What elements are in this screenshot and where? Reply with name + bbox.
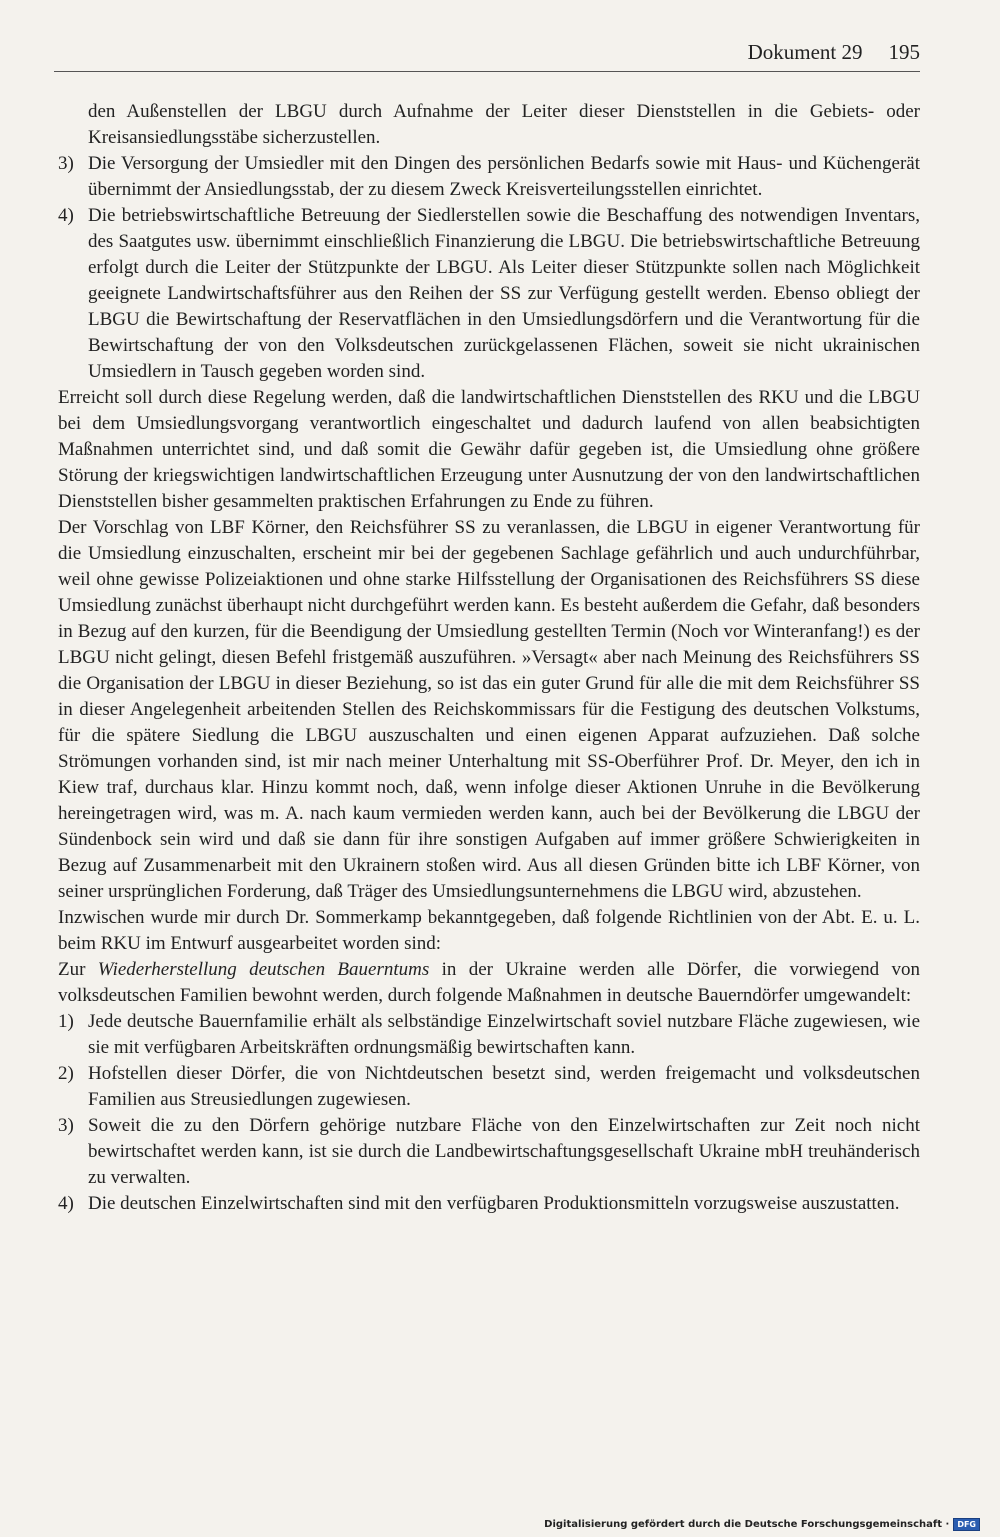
- header-title: Dokument 29: [747, 40, 863, 64]
- paragraph: Inzwischen wurde mir durch Dr. Sommerkamp bekanntgegeben, daß folgende Richtlinien von der Abt. E. u. L. beim RKU im Entwurf ausgearbeitet worden sind:: [58, 907, 920, 954]
- list-number: 3): [58, 153, 74, 174]
- list-item: [58, 1191, 920, 1217]
- list-item: [58, 1009, 920, 1061]
- paragraph-text: Zur: [58, 959, 98, 980]
- list-text: Jede deutsche Bauernfamilie erhält als selbständige Einzelwirtschaft soviel nutzbare Fläche zugewiesen, wie sie mit verfügbaren Arbeitskräften ordnungsmäßig bewirtschaften kann.: [88, 1011, 920, 1058]
- list-number: 1): [58, 1011, 74, 1032]
- emphasis-text: Wiederherstellung deutschen Bauerntums: [97, 959, 430, 980]
- list-text: Hofstellen dieser Dörfer, die von Nichtdeutschen besetzt sind, werden freigemacht und volksdeutschen Familien aus Streusiedlungen zugewiesen.: [88, 1063, 920, 1110]
- page-number: 195: [888, 40, 920, 64]
- continued-paragraph: den Außenstellen der LBGU durch Aufnahme der Leiter dieser Dienststellen in die Gebiets- oder Kreisansiedlungsstäbe sicherzustellen.: [88, 101, 920, 148]
- paragraph: [58, 957, 920, 1009]
- list-item: [58, 151, 920, 203]
- list-item: [58, 203, 920, 385]
- list-number: 4): [58, 205, 74, 226]
- list-number: 4): [58, 1193, 74, 1214]
- list-number: 2): [58, 1063, 74, 1084]
- paragraph: Erreicht soll durch diese Regelung werden, daß die landwirtschaftlichen Dienststellen des RKU und die LBGU bei dem Umsiedlungsvorgang verantwortlich eingeschaltet und dadurch laufend von allen beabsichtigten Maßnahmen unterrichtet sind, und daß somit die Gewähr dafür gegeben ist, die Umsiedlung ohne größere Störung der kriegswichtigen landwirtschaftlichen Erzeugung unter Ausnutzung der von den landwirtschaftlichen Dienststellen bisher gesammelten praktischen Erfahrungen zu Ende zu führen.: [58, 387, 920, 512]
- dfg-logo-icon: DFG: [953, 1518, 980, 1531]
- running-header: [54, 40, 920, 72]
- list-text: Die deutschen Einzelwirtschaften sind mit den verfügbaren Produktionsmitteln vorzugsweise auszustatten.: [88, 1193, 900, 1214]
- footer-text: Digitalisierung gefördert durch die Deutsche Forschungsgemeinschaft ·: [544, 1519, 950, 1530]
- list-item: [58, 1061, 920, 1113]
- list-number: 3): [58, 1115, 74, 1136]
- list-text: Soweit die zu den Dörfern gehörige nutzbare Fläche von den Einzelwirtschaften zur Zeit noch nicht bewirtschaftet werden kann, ist sie durch die Landbewirtschaftungsgesellschaft Ukraine mbH treuhänderisch zu verwalten.: [88, 1115, 920, 1188]
- list-text: Die Versorgung der Umsiedler mit den Dingen des persönlichen Bedarfs sowie mit Haus- und Küchengerät übernimmt der Ansiedlungsstab, der zu diesem Zweck Kreisverteilungsstellen einrichtet.: [88, 153, 920, 200]
- list-text: Die betriebswirtschaftliche Betreuung der Siedlerstellen sowie die Beschaffung des notwendigen Inventars, des Saatgutes usw. übernimmt einschließlich Finanzierung die LBGU. Die betriebswirtschaftliche Betreuung erfolgt durch die Leiter der Stützpunkte der LBGU. Als Leiter dieser Stützpunkte sollen nach Möglichkeit geeignete Landwirtschaftsführer aus den Reihen der SS zur Verfügung gestellt werden. Ebenso obliegt der LBGU die Bewirtschaftung der Reservatflächen in den Umsiedlungsdörfern und die Verantwortung für die Bewirtschaftung der von den Volksdeutschen zurückgelassenen Flächen, soweit sie nicht ukrainischen Umsiedlern in Tausch gegeben worden sind.: [88, 205, 920, 382]
- paragraph: Der Vorschlag von LBF Körner, den Reichsführer SS zu veranlassen, die LBGU in eigener Verantwortung für die Umsiedlung einzuschalten, erscheint mir bei der gegebenen Sachlage gefährlich und auch undurchführbar, weil ohne gewisse Polizeiaktionen und ohne starke Hilfsstellung der Organisationen des Reichsführers SS diese Umsiedlung zunächst überhaupt nicht durchgeführt werden kann. Es besteht außerdem die Gefahr, daß besonders in Bezug auf den kurzen, für die Beendigung der Umsiedlung gestellten Termin (Noch vor Winteranfang!) es der LBGU nicht gelingt, diesen Befehl fristgemäß auszuführen. »Versagt« aber nach Meinung des Reichsführers SS die Organisation der LBGU in dieser Beziehung, so ist das ein guter Grund für alle die mit dem Reichsführer SS in dieser Angelegenheit arbeitenden Stellen des Reichskommissars für die Festigung des deutschen Volkstums, für die spätere Siedlung die LBGU auszuschalten und einen eigenen Apparat aufzuziehen. Daß solche Strömungen vorhanden sind, ist mir nach meiner Unterhaltung mit SS-Oberführer Prof. Dr. Meyer, den ich in Kiew traf, durchaus klar. Hinzu kommt noch, daß, wenn infolge dieser Aktionen Unruhe in die Bevölkerung hereingetragen wird, was m. A. nach kaum vermieden werden kann, auch bei der Bevölkerung die LBGU der Sündenbock sein wird und daß sie dann für ihre sonstigen Aufgaben auf immer größere Schwierigkeiten in Bezug auf Zusammenarbeit mit den Ukrainern stoßen wird. Aus all diesen Gründen bitte ich LBF Körner, von seiner ursprünglichen Forderung, daß Träger des Umsiedlungsunternehmens die LBGU wird, abzustehen.: [58, 517, 920, 902]
- paragraph-text: in der Ukraine werden alle Dörfer, die vorwiegend von volksdeutschen Familien bewohnt werden, durch folgende Maßnahmen in deutsche Bauerndörfer umgewandelt:: [58, 959, 921, 1006]
- document-body: [58, 99, 920, 1217]
- list-item: [58, 1113, 920, 1191]
- digitization-footer: [544, 1518, 980, 1531]
